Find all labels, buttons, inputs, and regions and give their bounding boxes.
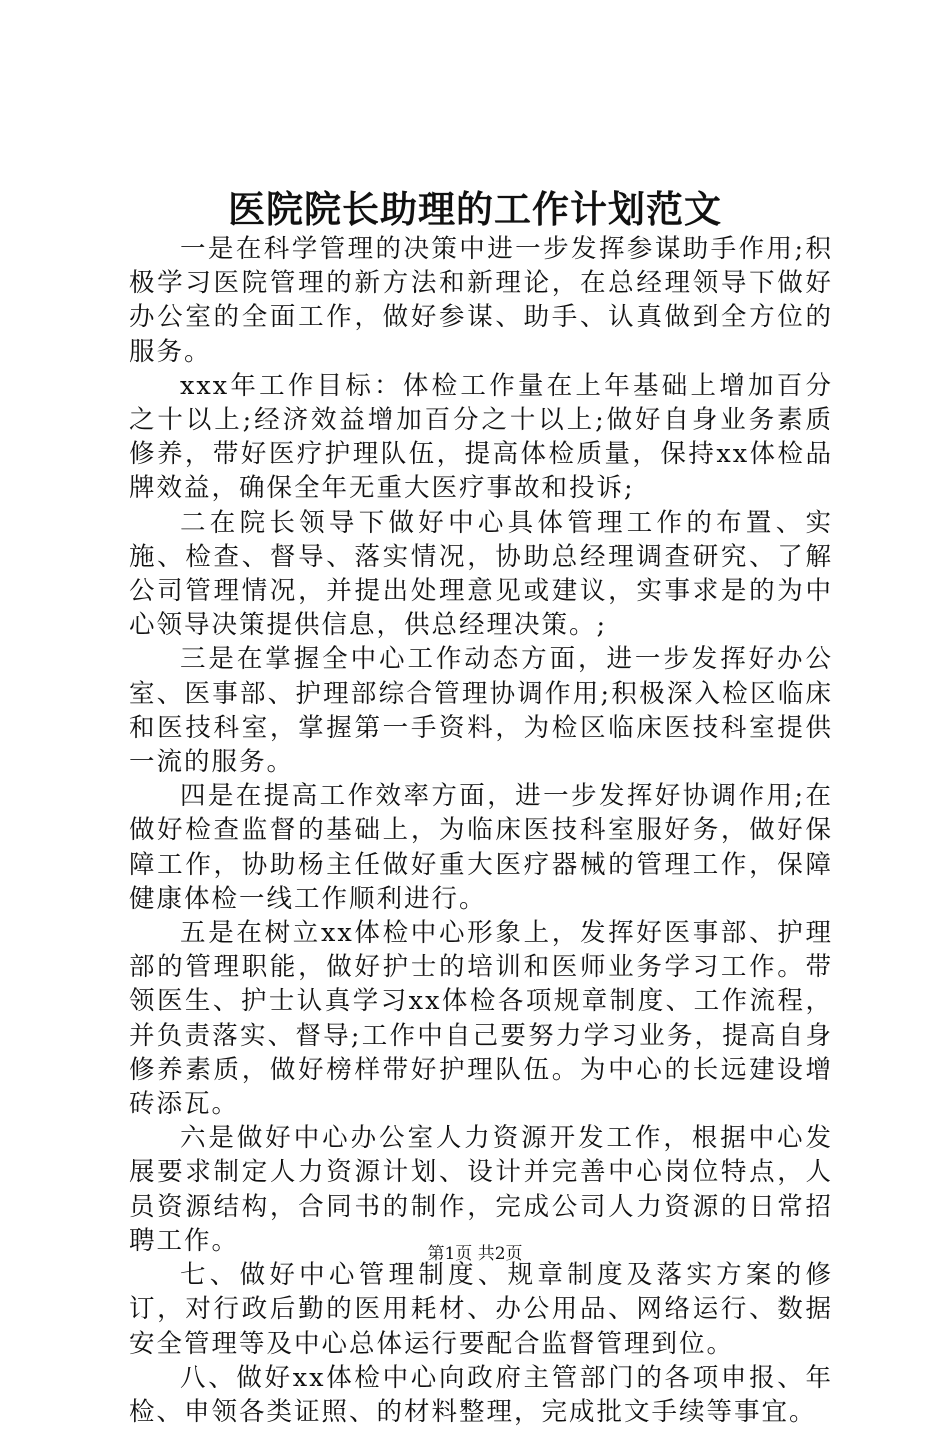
paragraph-9: 八、做好xx体检中心向政府主管部门的各项申报、年检、申领各类证照、的材料整理，完成批文手续等事宜。 [129, 1362, 833, 1427]
paragraph-6: 五是在树立xx体检中心形象上，发挥好医事部、护理部的管理职能，做好护士的培训和医师业务学习工作。带领医生、护士认真学习xx体检各项规章制度、工作流程，并负责落实、督导;工作中自己要努力学习业务，提高自身修养素质，做好榜样带好护理队伍。为中心的长远建设增砖添瓦。 [129, 918, 833, 1120]
paragraph-3: 二在院长领导下做好中心具体管理工作的布置、实施、检查、督导、落实情况，协助总经理调查研究、了解公司管理情况，并提出处理意见或建议，实事求是的为中心领导决策提供信息，供总经理决策。; [129, 507, 833, 641]
paragraph-8: 七、做好中心管理制度、规章制度及落实方案的修订，对行政后勤的医用耗材、办公用品、网络运行、数据安全管理等及中心总体运行要配合监督管理到位。 [129, 1260, 833, 1359]
paragraph-2: xxx年工作目标：体检工作量在上年基础上增加百分之十以上;经济效益增加百分之十以上;做好自身业务素质修养，带好医疗护理队伍，提高体检质量，保持xx体检品牌效益，确保全年无重大医疗事故和投诉; [129, 370, 833, 504]
paragraph-5: 四是在提高工作效率方面，进一步发挥好协调作用;在做好检查监督的基础上，为临床医技科室服好务，做好保障工作，协助杨主任做好重大医疗器械的管理工作，保障健康体检一线工作顺利进行。 [129, 781, 833, 914]
document-title: 医院院长助理的工作计划范文 [228, 187, 722, 231]
paragraph-4: 三是在掌握全中心工作动态方面，进一步发挥好办公室、医事部、护理部综合管理协调作用;积极深入检区临床和医技科室，掌握第一手资料，为检区临床医技科室提供一流的服务。 [129, 644, 833, 778]
page-footer: 第1页 共2页 [427, 1244, 523, 1264]
paragraph-7: 六是做好中心办公室人力资源开发工作，根据中心发展要求制定人力资源计划、设计并完善中心岗位特点，人员资源结构，合同书的制作，完成公司人力资源的日常招聘工作。 [129, 1123, 833, 1256]
paragraph-1: 一是在科学管理的决策中进一步发挥参谋助手作用;积极学习医院管理的新方法和新理论，在总经理领导下做好办公室的全面工作，做好参谋、助手、认真做到全方位的服务。 [129, 234, 833, 367]
